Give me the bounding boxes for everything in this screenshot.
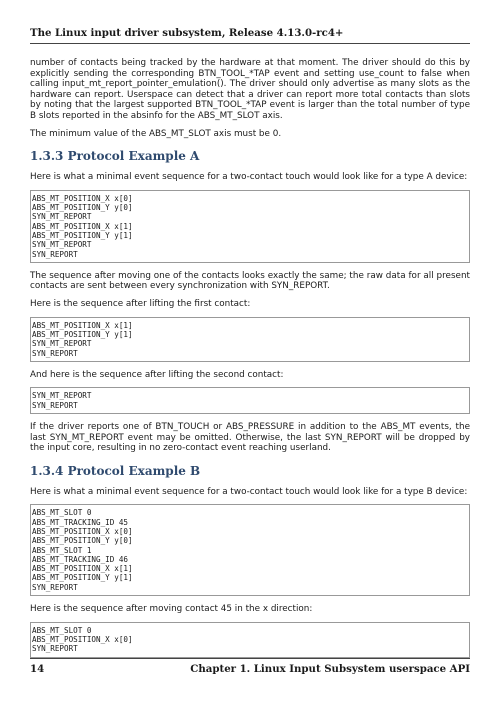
code-block: ABS_MT_SLOT 0 ABS_MT_TRACKING_ID 45 ABS_MT_POSITION_X x[0] ABS_MT_POSITION_Y y[0] ABS_MT_SLOT 1 ABS_MT_TRACKING_ID 46 ABS_MT_POSITION_X x[1] ABS_MT_POSITION_Y y[1] SYN_REPORT bbox=[30, 504, 470, 596]
code-block: SYN_MT_REPORT SYN_REPORT bbox=[30, 387, 470, 414]
section-heading-protocol-b: 1.3.4 Protocol Example B bbox=[30, 463, 201, 478]
paragraph: Here is the sequence after moving contact 45 in the x direction: bbox=[30, 604, 313, 615]
code-block: ABS_MT_POSITION_X x[1] ABS_MT_POSITION_Y y[1] SYN_MT_REPORT SYN_REPORT bbox=[30, 317, 470, 362]
chapter-title: Chapter 1. Linux Input Subsystem userspace API bbox=[190, 663, 470, 675]
section-heading-protocol-a: 1.3.3 Protocol Example A bbox=[30, 149, 200, 164]
code-block: ABS_MT_POSITION_X x[0] ABS_MT_POSITION_Y y[0] SYN_MT_REPORT ABS_MT_POSITION_X x[1] ABS_MT_POSITION_Y y[1] SYN_MT_REPORT SYN_REPORT bbox=[30, 190, 470, 263]
paragraph: The minimum value of the ABS_MT_SLOT axis must be 0. bbox=[30, 128, 282, 139]
page-number: 14 bbox=[30, 663, 45, 675]
paragraph: Here is what a minimal event sequence for a two-contact touch would look like for a type B device: bbox=[30, 486, 468, 497]
header-divider bbox=[30, 43, 470, 44]
paragraph: And here is the sequence after lifting the second contact: bbox=[30, 369, 284, 380]
page-body bbox=[30, 58, 470, 666]
paragraph: The sequence after moving one of the contacts looks exactly the same; the raw data for all present contacts are sent between every synchronization with SYN_REPORT. bbox=[30, 270, 470, 292]
paragraph: If the driver reports one of BTN_TOUCH or ABS_PRESSURE in addition to the ABS_MT events, the last SYN_MT_REPORT event may be omitted. Otherwise, the last SYN_REPORT will be dropped by the input core, resulting in no zero-contact event reaching userland. bbox=[30, 421, 470, 454]
code-block: ABS_MT_SLOT 0 ABS_MT_POSITION_X x[0] SYN_REPORT bbox=[30, 622, 470, 658]
paragraph: number of contacts being tracked by the hardware at that moment. The driver should do this by explicitly sending the corresponding BTN_TOOL_*TAP event and setting use_count to false when calling input_mt_report_pointer_emulation(). The driver should only advertise as many slots as the hardware can report. Userspace can detect that a driver can report more total contacts than slots by noting that the largest supported BTN_TOOL_*TAP event is larger than the total number of type B slots reported in the absinfo for the ABS_MT_SLOT axis. bbox=[30, 58, 470, 121]
footer-divider bbox=[30, 658, 470, 659]
paragraph: Here is what a minimal event sequence for a two-contact touch would look like for a type A device: bbox=[30, 172, 468, 183]
running-header: The Linux input driver subsystem, Release 4.13.0-rc4+ bbox=[30, 27, 344, 39]
paragraph: Here is the sequence after lifting the first contact: bbox=[30, 299, 251, 310]
